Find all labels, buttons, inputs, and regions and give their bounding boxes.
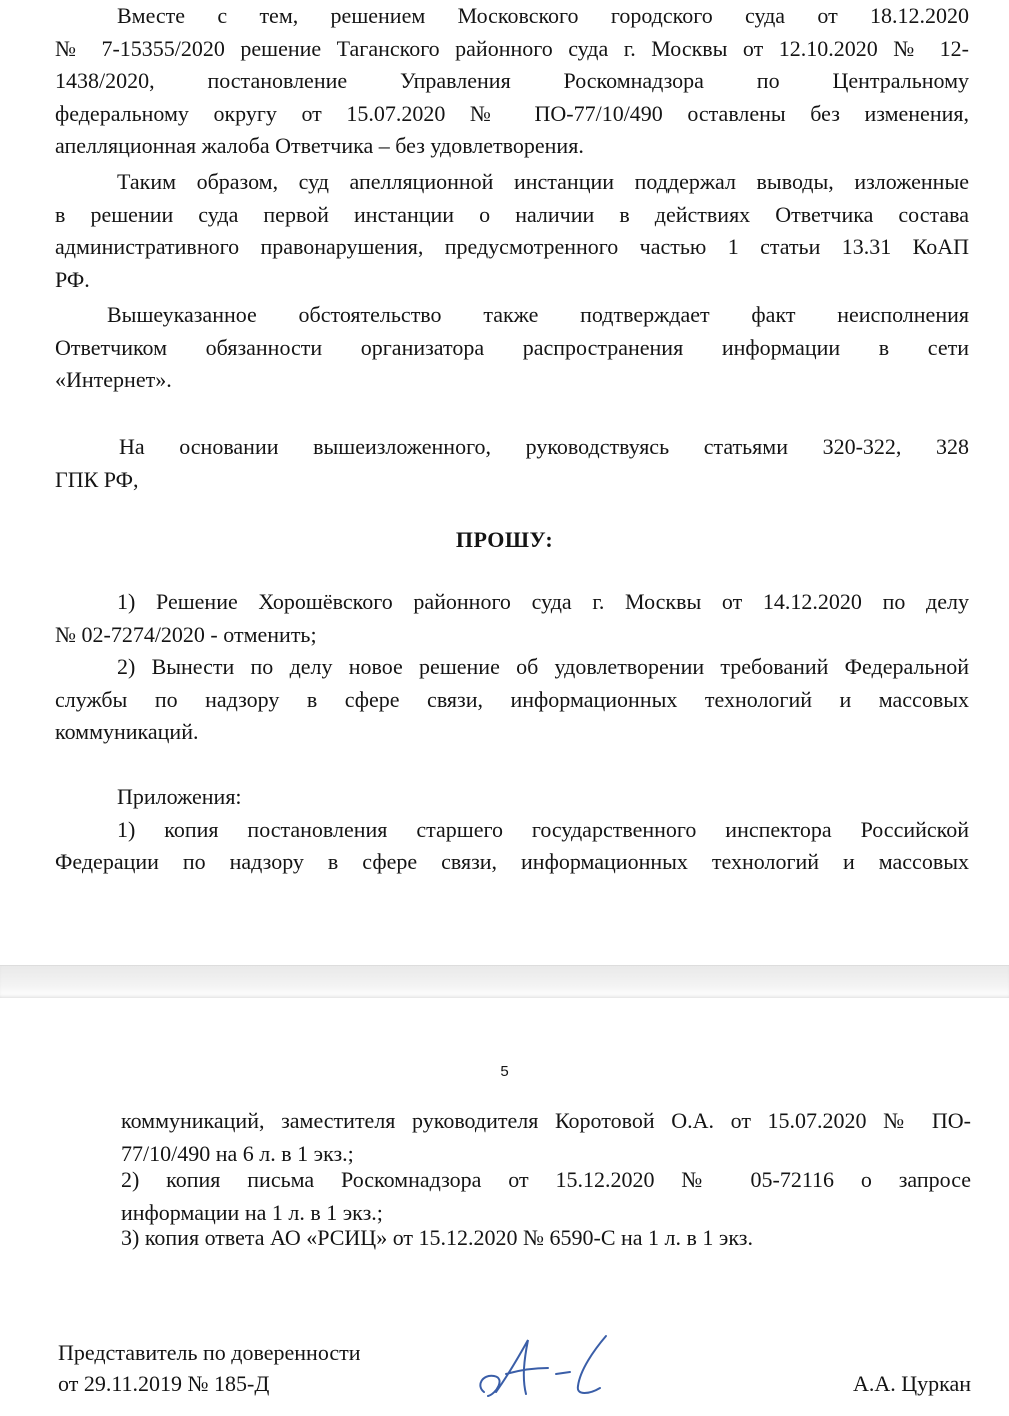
text-line: коммуникаций, заместителя руководителя Коротовой О.А. от 15.07.2020 № ПО- [121, 1108, 971, 1133]
text-line: «Интернет». [55, 367, 172, 393]
text-line: 77/10/490 на 6 л. в 1 экз.; [121, 1140, 354, 1166]
text-line: 1) Решение Хорошёвского районного суда г. Москвы от 14.12.2020 по делу [117, 589, 969, 614]
paragraph-confirmation [55, 299, 969, 397]
power-of-attorney: от 29.11.2019 № 185-Д [58, 1371, 270, 1396]
representative-block [58, 1337, 361, 1399]
representative-role: Представитель по доверенности [58, 1340, 361, 1365]
text-line: № 02-7274/2020 - отменить; [55, 621, 317, 647]
request-item-1 [55, 586, 969, 651]
paragraph-moscow-court-decision [55, 0, 969, 163]
handwritten-signature-icon [466, 1330, 626, 1410]
attachments-title: Приложения: [117, 784, 242, 809]
text-line: № 7-15355/2020 решение Таганского районного суда г. Москвы от 12.10.2020 № 12- [55, 35, 969, 61]
attachment-2 [121, 1164, 971, 1229]
text-line: коммуникаций. [55, 719, 199, 745]
request-item-2 [55, 651, 969, 749]
text-line: 1438/2020, постановление Управления Роскомнадзора по Центральному [55, 68, 969, 94]
text-line: административного правонарушения, предусмотренного частью 1 статьи 13.31 КоАП [55, 234, 969, 260]
request-heading: ПРОШУ: [455, 527, 554, 552]
text-line: Вышеуказанное обстоятельство также подтверждает факт неисполнения [107, 302, 969, 327]
text-line: Федерации по надзору в сфере связи, информационных технологий и массовых [55, 849, 969, 875]
page-number: 5 [500, 1063, 509, 1080]
text-line: 1) копия постановления старшего государственного инспектора Российской [117, 816, 969, 842]
text-line: Таким образом, суд апелляционной инстанции поддержал выводы, изложенные [117, 169, 969, 194]
attachment-1-continued [121, 1105, 971, 1170]
text-line: Ответчиком обязанности организатора распространения информации в сети [55, 334, 969, 360]
text-line: На основании вышеизложенного, руководствуясь статьями 320-322, 328 [119, 434, 969, 459]
text-line: Вместе с тем, решением Московского городского суда от 18.12.2020 [117, 3, 969, 28]
text-line: РФ. [55, 266, 90, 292]
paragraph-legal-basis [55, 431, 969, 496]
text-line: ГПК РФ, [55, 466, 139, 492]
text-line: в решении суда первой инстанции о наличии в действиях Ответчика состава [55, 201, 969, 227]
text-line: 2) копия письма Роскомнадзора от 15.12.2020 № 05-72116 о запросе [121, 1167, 971, 1192]
text-line: 3) копия ответа АО «РСИЦ» от 15.12.2020 № 6590-С на 1 л. в 1 экз. [121, 1225, 753, 1250]
paragraph-appeal-court-conclusion [55, 166, 969, 296]
attachments-section [55, 781, 969, 879]
page-separator [0, 965, 1009, 998]
text-line: 2) Вынести по делу новое решение об удовлетворении требований Федеральной [117, 654, 969, 679]
text-line: службы по надзору в сфере связи, информационных технологий и массовых [55, 686, 969, 712]
attachment-3 [121, 1222, 971, 1255]
text-line: информации на 1 л. в 1 экз.; [121, 1199, 383, 1225]
text-line: апелляционная жалоба Ответчика – без удовлетворения. [55, 133, 584, 159]
representative-name: А.А. Цуркан [852, 1371, 971, 1396]
text-line: федеральному округу от 15.07.2020 № ПО-77/10/490 оставлены без изменения, [55, 100, 969, 126]
